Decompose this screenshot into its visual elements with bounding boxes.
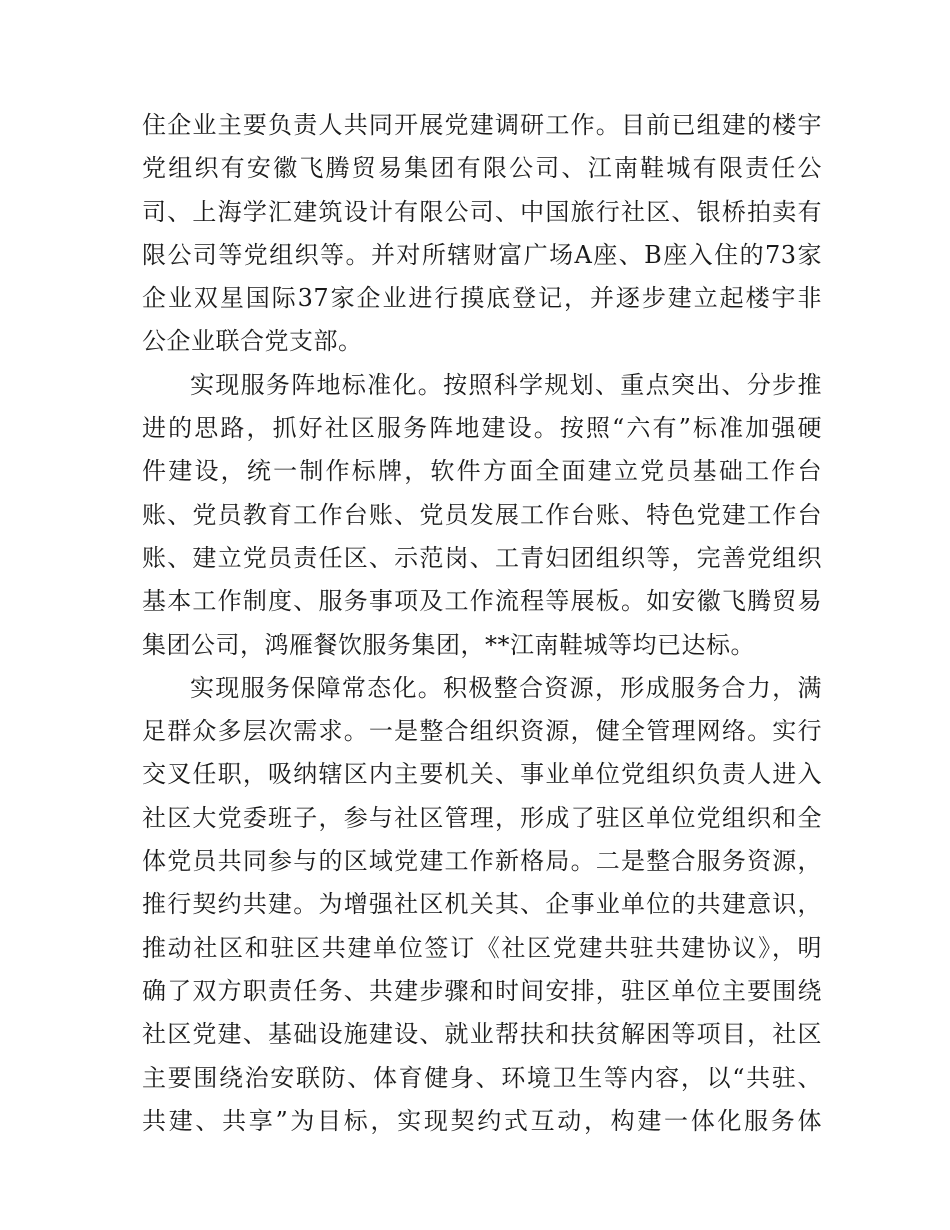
paragraph-line: 交叉任职，吸纳辖区内主要机关、事业单位党组织负责人进入 — [142, 760, 822, 789]
paragraph-line: 住企业主要负责人共同开展党建调研工作。目前已组建的楼宇 — [142, 111, 822, 139]
paragraph-line: 实现服务阵地标准化。按照科学规划、重点突出、分步推 — [190, 370, 822, 399]
paragraph-line: 进的思路，抓好社区服务阵地建设。按照“六有”标准加强硬 — [142, 414, 822, 443]
paragraph-line: 账、党员教育工作台账、党员发展工作台账、特色党建工作台 — [142, 500, 822, 529]
paragraph-line: 集团公司，鸿雁餐饮服务集团，**江南鞋城等均已达标。 — [142, 630, 755, 659]
paragraph-line: 党组织有安徽飞腾贸易集团有限公司、江南鞋城有限责任公 — [142, 154, 822, 183]
paragraph-line: 社区大党委班子，参与社区管理，形成了驻区单位党组织和全 — [142, 803, 822, 832]
paragraph-line: 主要围绕治安联防、体育健身、环境卫生等内容，以“共驻、 — [142, 1063, 822, 1092]
paragraph-line: 件建设，统一制作标牌，软件方面全面建立党员基础工作台 — [142, 457, 822, 486]
paragraph-line: 确了双方职责任务、共建步骤和时间安排，驻区单位主要围绕 — [142, 976, 822, 1005]
paragraph-line: 社区党建、基础设施建设、就业帮扶和扶贫解困等项目，社区 — [142, 1020, 822, 1049]
paragraph-line: 推行契约共建。为增强社区机关其、企事业单位的共建意识， — [142, 890, 822, 919]
paragraph-line: 实现服务保障常态化。积极整合资源，形成服务合力，满 — [190, 673, 822, 702]
paragraph-line: 基本工作制度、服务事项及工作流程等展板。如安徽飞腾贸易 — [142, 587, 822, 616]
paragraph-line: 司、上海学汇建筑设计有限公司、中国旅行社区、银桥拍卖有 — [142, 197, 822, 226]
paragraph-line: 共建、共享”为目标，实现契约式互动，构建一体化服务体 — [142, 1106, 822, 1135]
paragraph-line: 推动社区和驻区共建单位签订《社区党建共驻共建协议》，明 — [142, 933, 822, 962]
paragraph-line: 公企业联合党支部。 — [142, 327, 363, 356]
paragraph-line: 限公司等党组织等。并对所辖财富广场A座、B座入住的73家 — [142, 240, 822, 269]
paragraph-line: 足群众多层次需求。一是整合组织资源，健全管理网络。实行 — [142, 717, 822, 746]
paragraph-line: 账、建立党员责任区、示范岗、工青妇团组织等，完善党组织 — [142, 543, 822, 572]
paragraph-line: 体党员共同参与的区域党建工作新格局。二是整合服务资源， — [142, 847, 822, 876]
document-body — [142, 104, 822, 1143]
paragraph-line: 企业双星国际37家企业进行摸底登记，并逐步建立起楼宇非 — [142, 284, 822, 313]
